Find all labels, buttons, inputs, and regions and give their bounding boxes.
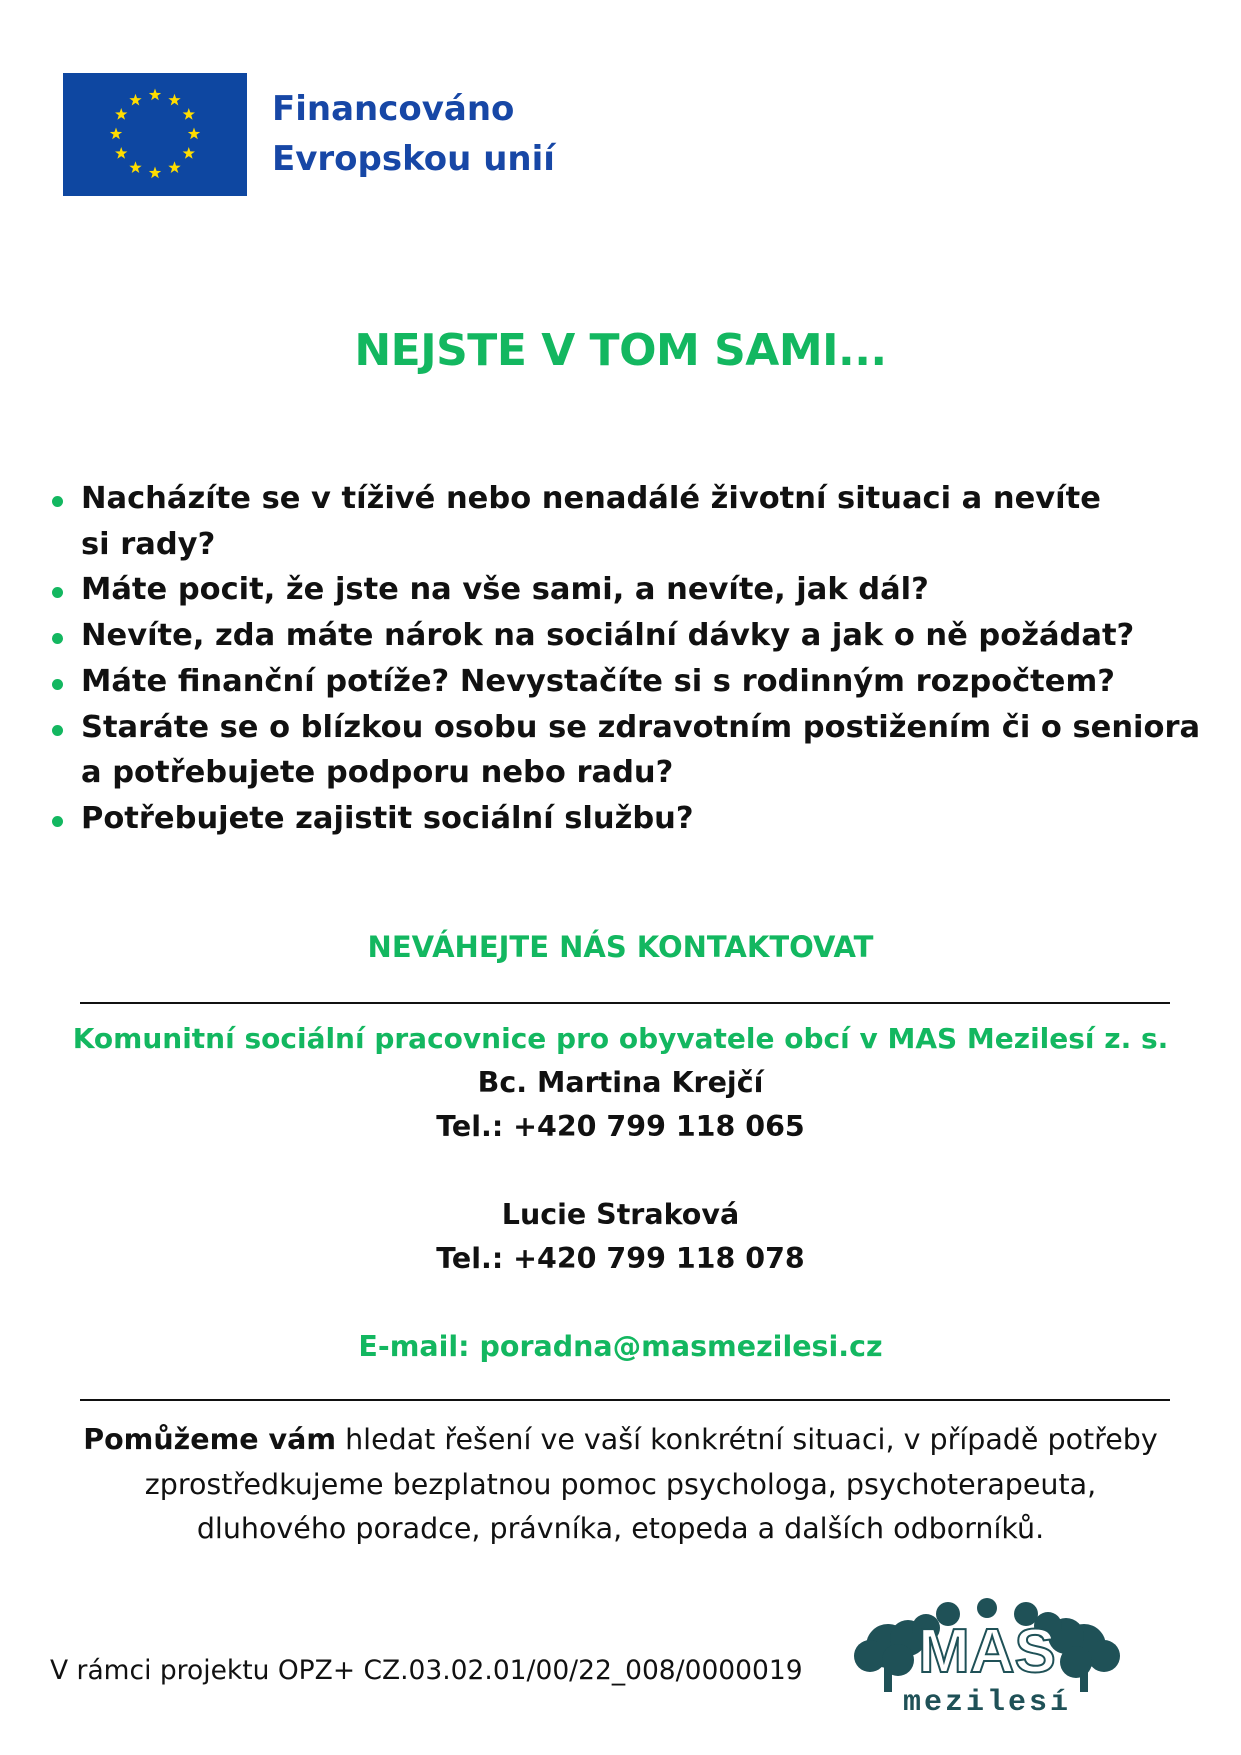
eu-funding-label: [272, 84, 555, 184]
eu-star-icon: [168, 94, 180, 106]
eu-star-icon: [115, 147, 127, 159]
list-item: [52, 705, 1202, 796]
eu-star-icon: [149, 167, 161, 179]
contact-email: E-mail: poradna@masmezilesi.cz: [358, 1330, 883, 1363]
list-item: [52, 567, 1202, 613]
list-item-line1: Nacházíte se v tíživé nebo nenadálé životní situaci a nevíte: [81, 481, 1101, 516]
divider: [80, 1002, 1170, 1004]
contact-person-name: Bc. Martina Krejčí: [477, 1066, 764, 1099]
divider: [80, 1399, 1170, 1401]
eu-stars-icon: [63, 73, 247, 196]
eu-funding-line1: Financováno: [272, 89, 515, 129]
closing-line1: [0, 1418, 1241, 1463]
organization-name: Komunitní sociální pracovnice pro obyvatele obcí v MAS Mezilesí z. s.: [72, 1022, 1169, 1055]
eu-star-icon: [115, 108, 127, 120]
list-item-line1: Máte pocit, že jste na vše sami, a nevíte, jak dál?: [81, 572, 929, 608]
closing-paragraph: [0, 1418, 1241, 1552]
logo-text-top: MAS: [918, 1617, 1056, 1686]
eu-star-icon: [183, 147, 195, 159]
eu-star-icon: [129, 94, 141, 106]
list-item-line1: Staráte se o blízkou osobu se zdravotním postižením či o seniora: [81, 709, 1201, 745]
bullet-dot-icon: [52, 496, 63, 507]
list-item: [52, 613, 1202, 659]
bullet-dot-icon: [52, 725, 63, 736]
page-headline: NEJSTE V TOM SAMI...: [354, 325, 887, 376]
contact-person-name: Lucie Straková: [501, 1198, 740, 1231]
list-item: [52, 796, 1202, 842]
list-item: [52, 476, 1202, 567]
list-item-line1: Potřebujete zajistit sociální službu?: [81, 800, 694, 836]
eu-star-icon: [129, 161, 141, 173]
project-reference: V rámci projektu OPZ+ CZ.03.02.01/00/22_008/0000019: [50, 1655, 803, 1686]
bullet-dot-icon: [52, 679, 63, 690]
list-item-line1: Máte finanční potíže? Nevystačíte si s rodinným rozpočtem?: [81, 663, 1115, 699]
bullet-dot-icon: [52, 587, 63, 598]
question-list: [52, 476, 1202, 842]
tree-logo-icon: [848, 1598, 1126, 1718]
eu-star-icon: [149, 89, 161, 101]
mas-mezilesi-logo: [848, 1598, 1126, 1718]
eu-star-icon: [168, 161, 180, 173]
logo-text-bottom: mezilesí: [902, 1686, 1072, 1718]
list-item-line2: a potřebujete podporu nebo radu?: [81, 755, 674, 791]
contact-person-phone: Tel.: +420 799 118 078: [436, 1242, 805, 1275]
list-item-line1: Nevíte, zda máte nárok na sociální dávky a jak o ně požádat?: [81, 618, 1135, 654]
list-item: [52, 659, 1202, 705]
list-item-line2: si rady?: [81, 526, 216, 562]
closing-line3: dluhového poradce, právníka, etopeda a dalších odborníků.: [196, 1512, 1045, 1545]
eu-star-icon: [188, 128, 200, 140]
closing-line1-rest: hledat řešení ve vaší konkrétní situaci, v případě potřeby: [336, 1423, 1158, 1456]
eu-star-icon: [183, 108, 195, 120]
closing-line2: zprostředkujeme bezplatnou pomoc psychologa, psychoterapeuta,: [144, 1467, 1097, 1501]
bullet-dot-icon: [52, 633, 63, 644]
eu-funding-line2: Evropskou unií: [272, 139, 555, 179]
eu-star-icon: [110, 128, 122, 140]
closing-bold-lead: Pomůžeme vám: [83, 1423, 337, 1456]
eu-flag-logo: [63, 73, 247, 196]
bullet-dot-icon: [52, 816, 63, 827]
contact-person-phone: Tel.: +420 799 118 065: [436, 1110, 805, 1143]
contact-heading: NEVÁHEJTE NÁS KONTAKTOVAT: [367, 930, 874, 964]
